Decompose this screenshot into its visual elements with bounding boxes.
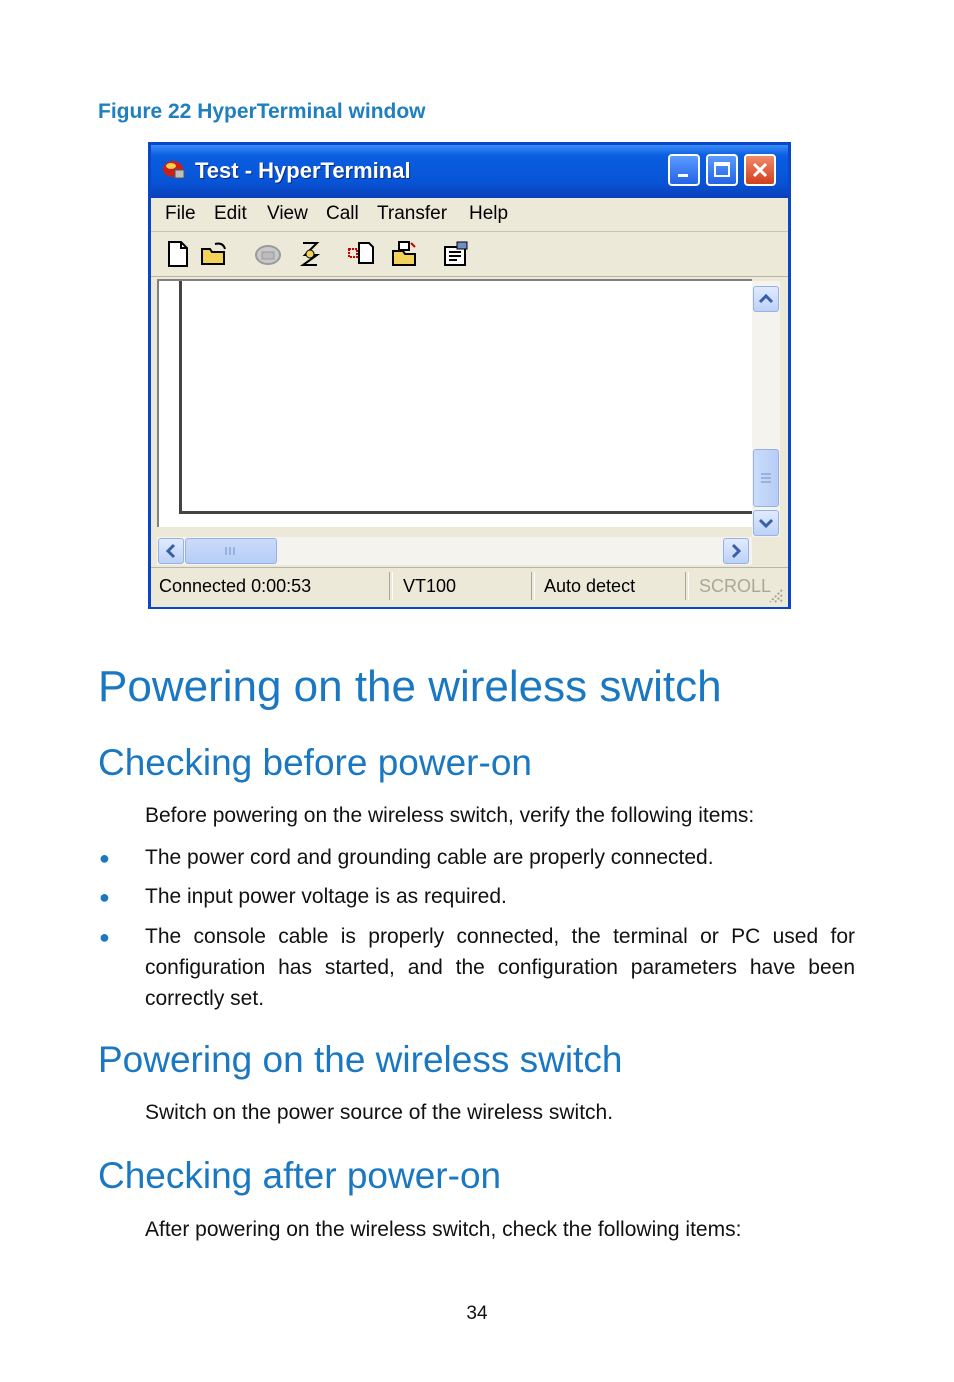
page-number: 34 [466, 1303, 488, 1324]
hyperterminal-window [148, 142, 791, 609]
menu-bar [151, 198, 788, 232]
toolbar [151, 232, 788, 277]
vertical-scroll-thumb[interactable] [753, 449, 779, 507]
maximize-button[interactable] [706, 154, 738, 186]
dial-icon[interactable] [295, 239, 325, 269]
hyperterminal-app-icon [161, 155, 187, 181]
section-heading-before: Checking before power-on [98, 742, 532, 783]
menu-edit[interactable]: Edit [214, 203, 247, 224]
list-item: The input power voltage is as required. [145, 885, 507, 908]
page-title: Powering on the wireless switch [98, 662, 722, 711]
send-icon[interactable] [347, 239, 377, 269]
menu-help[interactable]: Help [469, 203, 509, 224]
bullet-marker: ● [99, 848, 110, 868]
new-icon[interactable] [163, 239, 193, 269]
window-title: Test - HyperTerminal [195, 158, 411, 183]
scroll-right-button[interactable] [723, 538, 749, 564]
menu-view[interactable]: View [267, 203, 308, 224]
figure-caption: Figure 22 HyperTerminal window [98, 100, 426, 123]
receive-icon[interactable] [389, 239, 419, 269]
status-emulation: VT100 [403, 576, 457, 596]
list-item: The power cord and grounding cable are properly connected. [145, 846, 714, 869]
status-scroll: SCROLL [699, 576, 772, 596]
open-icon[interactable] [199, 239, 229, 269]
vertical-scrollbar[interactable] [752, 281, 780, 537]
horizontal-scrollbar[interactable] [157, 537, 752, 565]
section-intro-before: Before powering on the wireless switch, verify the following items: [145, 804, 755, 827]
section-heading-powering: Powering on the wireless switch [98, 1039, 623, 1080]
scroll-down-button[interactable] [753, 510, 779, 536]
disconnect-icon[interactable] [253, 239, 283, 269]
status-bar [151, 567, 788, 607]
bullet-marker: ● [99, 927, 110, 947]
list-item: The console cable is properly connected, the terminal or PC used for configuration has started, and the configuration parameters have been correctly set. [145, 925, 855, 1010]
horizontal-scroll-thumb[interactable] [185, 538, 277, 564]
resize-grip-icon[interactable] [768, 588, 784, 609]
section-heading-after: Checking after power-on [98, 1155, 502, 1196]
menu-file[interactable]: File [165, 203, 196, 224]
status-detect: Auto detect [544, 576, 636, 596]
scroll-left-button[interactable] [158, 538, 184, 564]
close-button[interactable] [744, 154, 776, 186]
scroll-up-button[interactable] [753, 286, 779, 312]
section-intro-powering: Switch on the power source of the wireless switch. [145, 1101, 614, 1124]
bullet-marker: ● [99, 887, 110, 907]
properties-icon[interactable] [441, 239, 471, 269]
menu-transfer[interactable]: Transfer [377, 203, 448, 224]
terminal-area[interactable] [157, 279, 752, 527]
section-intro-after: After powering on the wireless switch, check the following items: [145, 1218, 742, 1241]
menu-call[interactable]: Call [326, 203, 359, 224]
title-bar[interactable] [151, 145, 788, 198]
minimize-button[interactable] [668, 154, 700, 186]
status-connected: Connected 0:00:53 [159, 576, 312, 596]
